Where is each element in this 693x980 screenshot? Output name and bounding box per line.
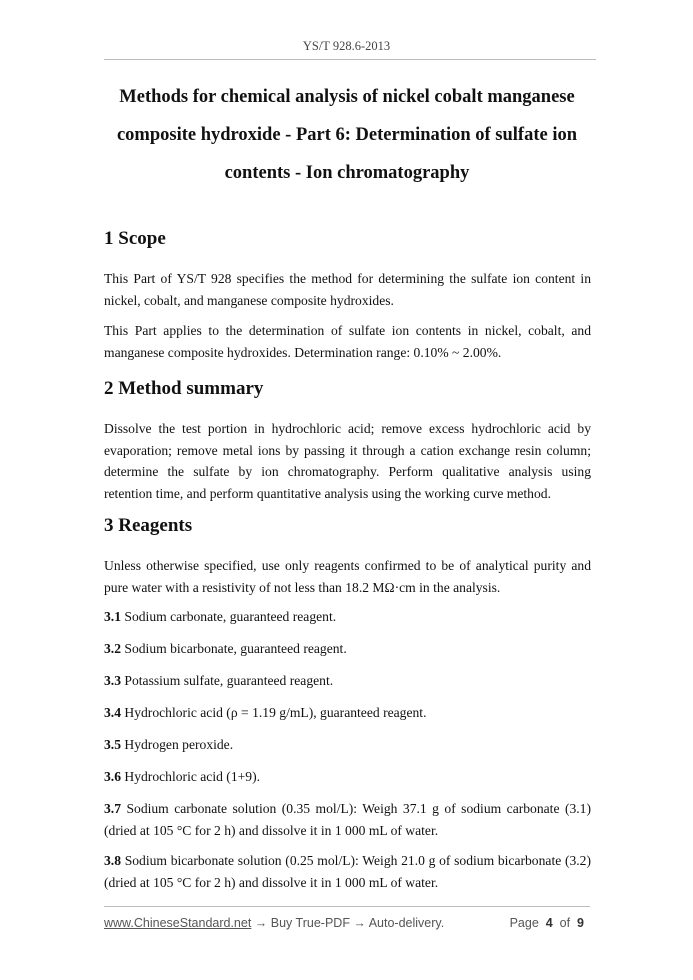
reagent-number: 3.3 — [104, 673, 121, 688]
reagent-text: Sodium bicarbonate solution (0.25 mol/L): Weigh 21.0 g of sodium bicarbonate (3.2) (dried at 105 °C for 2 h) and dissolve it in 1 000 mL of water. — [104, 853, 591, 890]
standard-code: YS/T 928.6-2013 — [302, 39, 391, 53]
section-heading-method-summary: 2 Method summary — [104, 378, 264, 399]
reagents-intro: Unless otherwise specified, use only reagents confirmed to be of analytical purity and pure water with a resistivity of not less than 18.2 MΩ·cm in the analysis. — [104, 558, 591, 595]
scope-paragraph-1: This Part of YS/T 928 specifies the method for determining the sulfate ion content in nickel, cobalt, and manganese composite hydroxides. — [104, 271, 591, 308]
reagent-number: 3.1 — [104, 609, 121, 624]
site-link[interactable]: www.ChineseStandard.net — [104, 916, 252, 930]
reagent-item — [104, 850, 591, 893]
section-heading-scope: 1 Scope — [104, 228, 166, 249]
reagent-item — [104, 798, 591, 841]
page-of: of — [559, 916, 571, 930]
reagent-text: Sodium carbonate solution (0.35 mol/L): Weigh 37.1 g of sodium carbonate (3.1) (dried at 105 °C for 2 h) and dissolve it in 1 000 mL of water. — [104, 801, 591, 838]
reagent-item — [104, 702, 591, 724]
scope-paragraph-2: This Part applies to the determination of sulfate ion contents in nickel, cobalt, and manganese composite hydroxides. Determination range: 0.10% ~ 2.00%. — [104, 323, 591, 360]
reagent-item — [104, 734, 591, 756]
reagent-text: Sodium carbonate, guaranteed reagent. — [121, 609, 337, 624]
page-label: Page — [509, 916, 539, 930]
arrow-icon: → — [251, 916, 271, 930]
reagent-text: Hydrochloric acid (ρ = 1.19 g/mL), guaranteed reagent. — [121, 705, 427, 720]
title-line-2: composite hydroxide - Part 6: Determination of sulfate ion — [116, 125, 578, 145]
reagent-text: Hydrogen peroxide. — [121, 737, 234, 752]
page-header — [0, 0, 693, 56]
reagent-text: Hydrochloric acid (1+9). — [121, 769, 261, 784]
page-current: 4 — [545, 916, 553, 930]
reagent-number: 3.8 — [104, 853, 121, 868]
reagent-number: 3.7 — [104, 801, 121, 816]
reagent-number: 3.4 — [104, 705, 121, 720]
reagent-text: Potassium sulfate, guaranteed reagent. — [121, 673, 334, 688]
title-line-3: contents - Ion chromatography — [224, 163, 470, 183]
reagent-number: 3.2 — [104, 641, 121, 656]
reagent-item — [104, 766, 591, 788]
reagent-number: 3.6 — [104, 769, 121, 784]
footer-promo — [104, 915, 444, 931]
reagent-item — [104, 638, 591, 660]
delivery-text: Auto-delivery. — [368, 916, 445, 930]
reagent-number: 3.5 — [104, 737, 121, 752]
page-indicator — [510, 915, 584, 931]
method-summary-paragraph: Dissolve the test portion in hydrochloric acid; remove excess hydrochloric acid by evaporation; remove metal ions by passing it through a cation exchange resin column; determine the sulfate by ion chromatography. Perform qualitative analysis using retention time, and perform quantitative analysis using the working curve method. — [104, 421, 591, 501]
section-heading-reagents: 3 Reagents — [104, 515, 193, 536]
footer-divider — [104, 906, 590, 907]
page-total: 9 — [577, 916, 584, 930]
arrow-icon: → — [349, 916, 369, 930]
reagent-text: Sodium bicarbonate, guaranteed reagent. — [121, 641, 347, 656]
reagent-item — [104, 606, 591, 628]
header-divider — [104, 59, 596, 60]
document-title — [104, 78, 590, 192]
reagent-item — [104, 670, 591, 692]
buy-text: Buy True-PDF — [270, 916, 350, 930]
title-line-1: Methods for chemical analysis of nickel cobalt manganese — [119, 87, 575, 107]
